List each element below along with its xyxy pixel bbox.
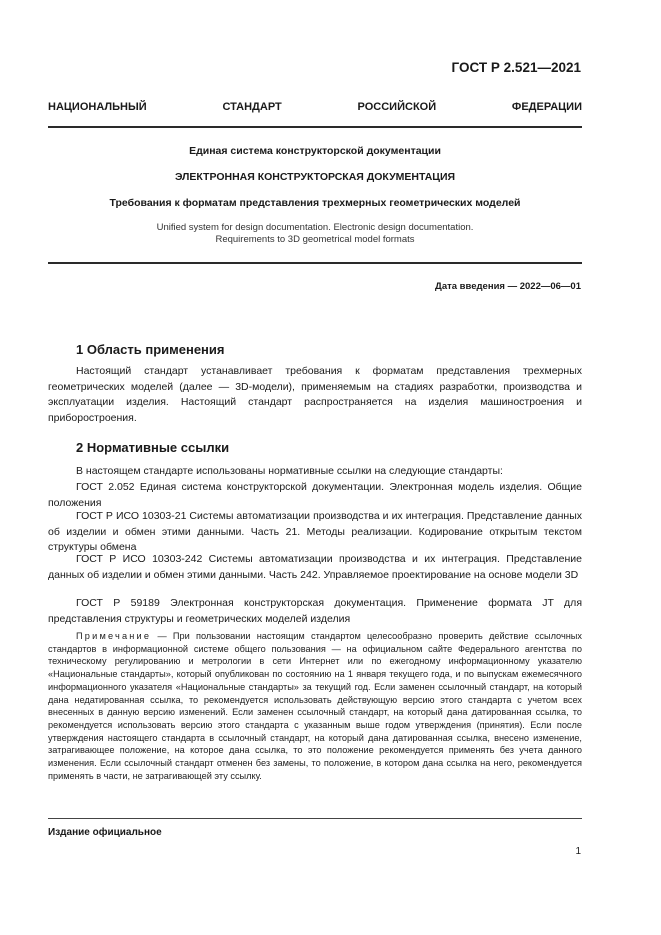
introduction-date: Дата введения — 2022—06—01 bbox=[435, 281, 581, 292]
reference-item: ГОСТ Р ИСО 10303-21 Системы автоматизации производства и их интеграция. Представление данных об изделии и обмен этими данными. Часть 21. Методы реализации. Кодирование открытым текстом структуры обмена bbox=[48, 510, 582, 553]
reference-item: ГОСТ Р 59189 Электронная конструкторская документация. Применение формата JT для представления структуры и геометрических моделей изделия bbox=[48, 597, 582, 625]
title-bottom-divider bbox=[48, 262, 582, 264]
section-1-text: Настоящий стандарт устанавливает требования к форматам представления трехмерных геометрических моделей (далее — 3D-модели), применяемым на стадиях разработки, производства и эксплуатации изделия. Настоящий стандарт распространяется на изделия машиностроения и приборостроения. bbox=[48, 365, 582, 424]
page-number: 1 bbox=[575, 846, 581, 857]
section-1-heading: 1 Область применения bbox=[76, 342, 225, 357]
main-title: ЭЛЕКТРОННАЯ КОНСТРУКТОРСКАЯ ДОКУМЕНТАЦИЯ bbox=[174, 171, 456, 183]
note-text: — При пользовании настоящим стандартом целесообразно проверить действие ссылочных стандартов в информационной системе общего пользования — на официальном сайте Федерального агентства по техническому регулированию и метрологии в сети Интернет или по ежегодному информационному указателю «Национальные стандарты», который опубликован по состоянию на 1 января текущего года, и по выпускам ежемесячного информационного указателя «Национальные стандарты» за текущий год. Если заменен ссылочный стандарт, на который дана недатированная ссылка, то рекомендуется использовать действующую версию этого стандарта с учетом всех внесенных в данную версию изменений. Если заменен ссылочный стандарт, на который дана датированная ссылка, то рекомендуется использовать версию этого стандарта с указанным выше годом утверждения (принятия). Если после утверждения настоящего стандарта в ссылочный стандарт, на который дана датированная ссылка, внесено изменение, затрагивающее положение, на которое дана ссылка, то это положение рекомендуется применять без учета данного изменения. Если ссылочный стандарт отменен без замены, то положение, в котором дана ссылка на него, рекомендуется применять в части, не затрагивающей эту ссылку. bbox=[48, 631, 582, 781]
reference-item: ГОСТ Р ИСО 10303-242 Системы автоматизации производства и их интеграция. Представление данных об изделии и обмен этими данными. Часть 242. Управляемое проектирование на основе модели 3D bbox=[48, 553, 582, 581]
note-paragraph bbox=[48, 630, 582, 782]
top-divider bbox=[48, 126, 582, 128]
footer-divider bbox=[48, 818, 582, 819]
english-title-line-2: Requirements to 3D geometrical model formats bbox=[215, 234, 415, 245]
section-2-intro: В настоящем стандарте использованы нормативные ссылки на следующие стандарты: bbox=[76, 465, 503, 477]
document-code: ГОСТ Р 2.521—2021 bbox=[451, 60, 581, 75]
reference-item: ГОСТ 2.052 Единая система конструкторской документации. Электронная модель изделия. Общие положения bbox=[48, 481, 582, 509]
national-standard-heading: НАЦИОНАЛЬНЫЙ СТАНДАРТ РОССИЙСКОЙ ФЕДЕРАЦИИ bbox=[48, 101, 582, 113]
official-edition-label: Издание официальное bbox=[48, 827, 162, 838]
english-title-line-1: Unified system for design documentation. Electronic design documentation. bbox=[156, 222, 474, 233]
english-title bbox=[48, 222, 582, 246]
subtitle: Требования к форматам представления трехмерных геометрических моделей bbox=[109, 197, 521, 209]
note-label: Примечание bbox=[76, 631, 152, 641]
section-2-heading: 2 Нормативные ссылки bbox=[76, 440, 230, 455]
system-title: Единая система конструкторской документации bbox=[189, 145, 441, 157]
